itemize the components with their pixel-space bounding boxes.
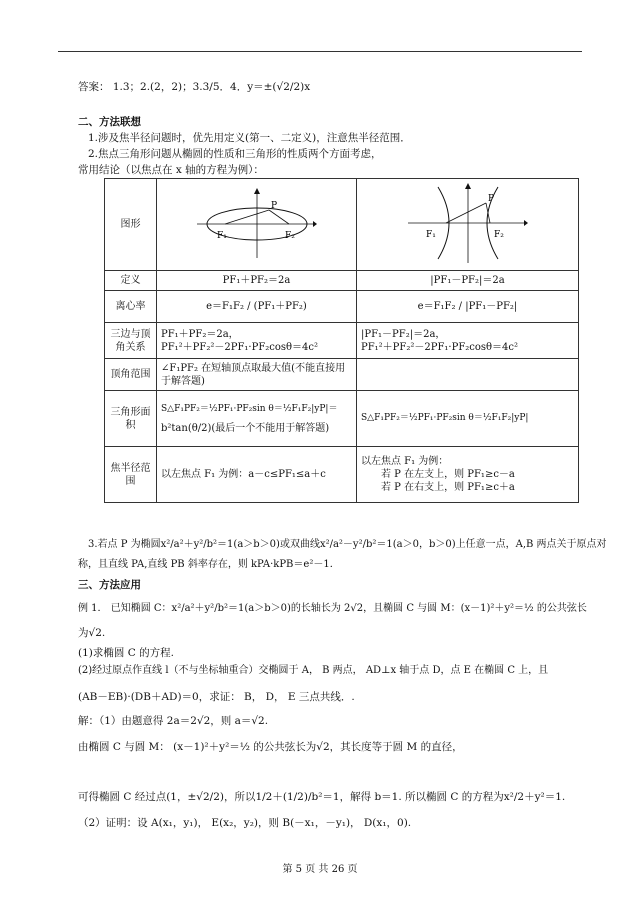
example1-line1: 例 1． 已知椭圆 C：x²/a²＋y²/b²＝1(a＞b＞0)的长轴长为 2√2，且椭圆 C 与圆 M：(x－1)²＋y²＝½ 的公共弦长 <box>78 603 587 614</box>
solution2: 由椭圆 C 与圆 M： (x－1)²＋y²＝½ 的公共弦长为√2，其长度等于圆 M 的直径， <box>78 741 463 753</box>
section2-title: 二、方法联想 <box>78 116 141 128</box>
row-area-label: 三角形面积 <box>105 391 157 447</box>
def-hyperbola: |PF₁－PF₂|＝2a <box>357 271 579 291</box>
section2-p2: 2.焦点三角形问题从椭圆的性质和三角形的性质两个方面考虑， <box>88 148 382 160</box>
question2-line2: (AB－EB)·(DB＋AD)＝0，求证： B， D， E 三点共线．. <box>78 691 355 703</box>
example1-line2: 为√2. <box>78 627 106 639</box>
section2-p1: 1.涉及焦半径问题时，优先用定义(第一、二定义)，注意焦半径范围． <box>88 132 411 144</box>
ellipse-figure <box>157 179 357 271</box>
solution3: 可得椭圆 C 经过点(1，±√2/2)，所以1/2＋(1/2)/b²＝1，解得 b＝1. 所以椭圆 C 的方程为x²/2＋y²＝1. <box>78 791 566 803</box>
conclusion-table <box>104 178 579 503</box>
area-ellipse <box>157 391 357 447</box>
area-hyperbola: S△F₁PF₂＝½PF₁·PF₂sin θ＝½F₁F₂|yP| <box>357 391 579 447</box>
header-rule <box>58 51 582 52</box>
area-ellipse-1: S△F₁PF₂＝½PF₁·PF₂sin θ＝½F₁F₂|yP|＝ <box>161 403 338 414</box>
section2-p3: 常用结论（以焦点在 x 轴的方程为例）： <box>78 164 264 176</box>
focal-hyperbola <box>357 447 579 503</box>
page-footer: 第 5 页 共 26 页 <box>282 864 358 875</box>
question2-line1: (2)经过原点作直线 l（不与坐标轴重合）交椭圆于 A， B 两点， AD⊥x 轴于点 D，点 E 在椭圆 C 上，且 <box>78 665 549 676</box>
label-p: P <box>270 200 277 211</box>
question1: (1)求椭圆 C 的方程. <box>78 647 174 659</box>
focal-hyperbola-3: 若 P 在右支上，则 PF₁≥c＋a <box>381 482 515 493</box>
tri-hyperbola-1: |PF₁－PF₂|＝2a， <box>361 328 446 340</box>
point3-line2: 称，且直线 PA,直线 PB 斜率存在，则 kPA·kPB＝e²－1． <box>78 559 340 570</box>
angle-hyperbola <box>357 359 579 391</box>
focal-ellipse: 以左焦点 F₁ 为例：a－c≤PF₁≤a＋c <box>157 447 357 503</box>
solution1: 解：（1）由题意得 2a＝2√2，则 a＝√2. <box>78 715 269 727</box>
label-f1-h: F₁ <box>425 229 436 240</box>
row-angle-label: 顶角范围 <box>105 359 157 391</box>
answer-line: 答案： 1.3；2.(2，2)；3.3/5．4．y＝±(√2/2)x <box>78 81 311 93</box>
tri-ellipse <box>157 323 357 359</box>
e-ellipse: e＝F₁F₂ / (PF₁＋PF₂) <box>157 291 357 323</box>
label-p-h: P <box>487 193 494 204</box>
focal-hyperbola-1: 以左焦点 F₁ 为例： <box>361 456 449 467</box>
hyperbola-figure <box>357 179 579 271</box>
label-f1: F₁ <box>216 230 227 241</box>
point3-line1: 3.若点 P 为椭圆x²/a²＋y²/b²＝1(a＞b＞0)或双曲线x²/a²－y²/b²＝1(a＞0，b＞0)上任意一点，A,B 两点关于原点对 <box>88 539 607 550</box>
row-def-label: 定义 <box>105 271 157 291</box>
row-figure-label: 图形 <box>105 179 157 271</box>
tri-hyperbola <box>357 323 579 359</box>
tri-ellipse-2: PF₁²＋PF₂²－2PF₁·PF₂cosθ＝4c² <box>161 341 319 353</box>
section3-title: 三、方法应用 <box>78 579 141 591</box>
angle-ellipse: ∠F₁PF₂ 在短轴顶点取最大值(不能直接用于解答题) <box>157 359 357 391</box>
row-tri-label: 三边与顶角关系 <box>105 323 157 359</box>
tri-hyperbola-2: PF₁²＋PF₂²－2PF₁·PF₂cosθ＝4c² <box>361 341 519 353</box>
def-ellipse: PF₁＋PF₂＝2a <box>157 271 357 291</box>
label-f2-h: F₂ <box>493 229 504 240</box>
area-ellipse-2: b²tan(θ/2)(最后一个不能用于解答题) <box>161 422 330 434</box>
ellipse-diagram <box>197 188 317 258</box>
hyperbola-diagram <box>408 183 528 263</box>
solution4: （2）证明：设 A(x₁，y₁)， E(x₂，y₂)，则 B(－x₁，－y₁)， D(x₁，0). <box>78 817 412 829</box>
row-focal-label: 焦半径范围 <box>105 447 157 503</box>
e-hyperbola: e＝F₁F₂ / |PF₁－PF₂| <box>357 291 579 323</box>
label-f2: F₂ <box>284 230 295 241</box>
tri-ellipse-1: PF₁＋PF₂＝2a， <box>161 328 239 340</box>
focal-hyperbola-2: 若 P 在左支上，则 PF₁≥c－a <box>381 469 515 480</box>
row-e-label: 离心率 <box>105 291 157 323</box>
